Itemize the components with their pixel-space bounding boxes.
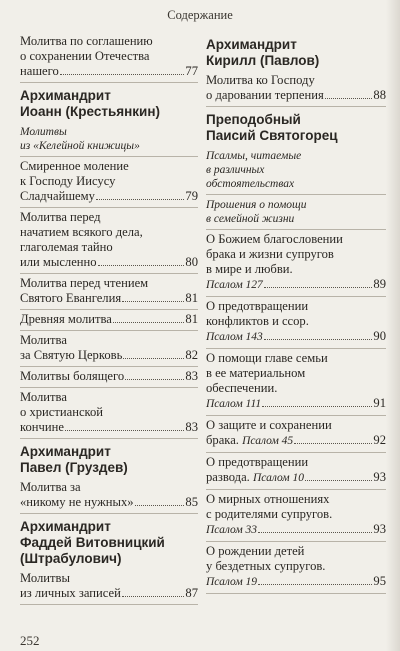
psalm-reference: Псалом 111 xyxy=(206,398,262,410)
dot-leader xyxy=(325,98,373,99)
toc-left-column xyxy=(20,32,198,605)
toc-entry xyxy=(20,569,198,605)
page-number: 252 xyxy=(20,633,40,648)
entry-last-line xyxy=(20,312,198,327)
dot-leader xyxy=(96,199,185,200)
author-line: Фаддей Витовницкий xyxy=(20,535,165,550)
toc-section-subtitle xyxy=(20,122,198,157)
dot-leader xyxy=(123,358,184,359)
psalm-reference: Псалом 127 xyxy=(206,279,263,291)
toc-entry xyxy=(20,478,198,514)
entry-line: о сохранении Отечества xyxy=(20,49,150,63)
entry-line: начатием всякого дела, xyxy=(20,225,143,239)
toc-entry xyxy=(20,157,198,208)
toc-entry xyxy=(20,274,198,310)
entry-line: конфликтов и ссор. xyxy=(206,314,309,328)
entry-page-number: 92 xyxy=(373,433,386,447)
entry-line: О помощи главе семьи xyxy=(206,351,328,365)
toc-author-heading xyxy=(20,439,198,478)
subtitle-line: Молитвы xyxy=(20,126,67,138)
author-line: Иоанн (Крестьянкин) xyxy=(20,104,160,119)
toc-entry xyxy=(20,208,198,274)
entry-line: Молитва перед чтением xyxy=(20,276,149,290)
entry-title-end: нашего xyxy=(20,64,59,78)
author-line: Архимандрит xyxy=(20,519,111,534)
entry-last-line xyxy=(20,369,198,384)
dot-leader xyxy=(60,74,185,75)
entry-title-end: «никому не нужных» xyxy=(20,495,134,509)
entry-line: Молитва по соглашению xyxy=(20,34,153,48)
entry-line: О мирных отношениях xyxy=(206,492,330,506)
entry-line: О Божием благословении xyxy=(206,232,343,246)
entry-line: Молитвы xyxy=(20,571,70,585)
entry-page-number: 80 xyxy=(185,255,198,269)
toc-entry xyxy=(20,331,198,367)
entry-line: Смиренное моление xyxy=(20,159,129,173)
entry-last-line xyxy=(206,574,386,590)
toc-entry xyxy=(206,542,386,594)
entry-title-end: кончине xyxy=(20,420,64,434)
entry-page-number: 82 xyxy=(185,348,198,362)
toc-entry xyxy=(206,349,386,416)
entry-last-line xyxy=(20,420,198,435)
entry-line: О предотвращении xyxy=(206,455,309,469)
entry-page-number: 89 xyxy=(373,277,386,291)
entry-line: у бездетных супругов. xyxy=(206,559,326,573)
entry-last-line xyxy=(20,586,198,601)
entry-last-line xyxy=(206,470,386,486)
entry-title-end: Святого Евангелия xyxy=(20,291,122,305)
entry-line: О защите и сохранении xyxy=(206,418,332,432)
dot-leader xyxy=(264,339,373,340)
subtitle-line: из «Келейной книжицы» xyxy=(20,140,140,152)
page-shadow xyxy=(386,0,400,651)
toc-entry xyxy=(206,416,386,453)
dot-leader xyxy=(294,443,372,444)
entry-title-end: Сладчайшему xyxy=(20,189,95,203)
entry-last-line xyxy=(206,396,386,412)
entry-title-end: о даровании терпения xyxy=(206,88,324,102)
entry-last-line xyxy=(206,88,386,103)
entry-page-number: 81 xyxy=(185,291,198,305)
toc-section-subtitle xyxy=(206,146,386,195)
author-line: Архимандрит xyxy=(20,88,111,103)
entry-last-line xyxy=(206,522,386,538)
author-line: Кирилл (Павлов) xyxy=(206,53,320,68)
entry-page-number: 88 xyxy=(373,88,386,102)
toc-right-column xyxy=(206,32,386,594)
entry-last-line xyxy=(20,64,198,79)
dot-leader xyxy=(125,379,184,380)
entry-page-number: 83 xyxy=(185,420,198,434)
toc-section-subtitle xyxy=(206,195,386,230)
entry-last-line xyxy=(206,277,386,293)
entry-title-end: Древняя молитва xyxy=(20,312,112,326)
entry-line: Молитва перед xyxy=(20,210,101,224)
toc-entry xyxy=(206,490,386,542)
entry-title-end: или мысленно xyxy=(20,255,97,269)
dot-leader xyxy=(258,584,372,585)
toc-author-heading xyxy=(206,107,386,146)
entry-title-end: брака. xyxy=(206,433,239,447)
subtitle-line: Прошения о помощи xyxy=(206,199,307,211)
subtitle-line: в различных xyxy=(206,164,265,176)
author-line: Павел (Груздев) xyxy=(20,460,128,475)
psalm-reference: Псалом 19 xyxy=(206,576,258,588)
entry-page-number: 77 xyxy=(185,64,198,78)
dot-leader xyxy=(264,287,373,288)
entry-page-number: 93 xyxy=(373,522,386,536)
psalm-reference: Псалом 33 xyxy=(206,524,258,536)
entry-line: Молитва ко Господу xyxy=(206,73,315,87)
subtitle-line: Псалмы, читаемые xyxy=(206,150,302,162)
entry-page-number: 79 xyxy=(185,189,198,203)
dot-leader xyxy=(135,505,185,506)
entry-page-number: 87 xyxy=(185,586,198,600)
entry-page-number: 91 xyxy=(373,396,386,410)
toc-entry xyxy=(206,297,386,349)
entry-line: глаголемая тайно xyxy=(20,240,113,254)
toc-author-heading xyxy=(206,32,386,71)
psalm-reference: Псалом 10 xyxy=(252,472,305,484)
entry-title-end: из личных записей xyxy=(20,586,121,600)
toc-entry xyxy=(20,32,198,83)
author-line: Преподобный xyxy=(206,112,301,127)
dot-leader xyxy=(113,322,185,323)
entry-line: О предотвращении xyxy=(206,299,309,313)
entry-line: Молитва xyxy=(20,333,67,347)
entry-last-line xyxy=(20,189,198,204)
entry-line: брака и жизни супругов xyxy=(206,247,334,261)
dot-leader xyxy=(65,430,184,431)
entry-line: Молитва xyxy=(20,390,67,404)
author-line: Паисий Святогорец xyxy=(206,128,338,143)
toc-entry xyxy=(206,71,386,107)
entry-line: в ее материальном xyxy=(206,366,306,380)
entry-page-number: 95 xyxy=(373,574,386,588)
toc-entry xyxy=(20,310,198,331)
entry-title-end: Молитвы болящего xyxy=(20,369,125,383)
dot-leader xyxy=(122,301,184,302)
entry-line: в мире и любви. xyxy=(206,262,293,276)
dot-leader xyxy=(122,596,185,597)
entry-page-number: 90 xyxy=(373,329,386,343)
author-line: Архимандрит xyxy=(206,37,297,52)
entry-last-line xyxy=(20,255,198,270)
dot-leader xyxy=(258,532,372,533)
author-line: Архимандрит xyxy=(20,444,111,459)
toc-author-heading xyxy=(20,83,198,122)
entry-page-number: 85 xyxy=(185,495,198,509)
entry-line: Молитва за xyxy=(20,480,81,494)
entry-last-line xyxy=(20,495,198,510)
entry-line: обеспечении. xyxy=(206,381,278,395)
toc-entry xyxy=(20,367,198,388)
entry-last-line xyxy=(20,348,198,363)
entry-line: к Господу Иисусу xyxy=(20,174,116,188)
entry-title-end: за Святую Церковь xyxy=(20,348,123,362)
toc-entry xyxy=(20,388,198,439)
entry-last-line xyxy=(206,433,386,449)
author-line: (Штрабулович) xyxy=(20,551,122,566)
dot-leader xyxy=(98,265,185,266)
subtitle-line: обстоятельствах xyxy=(206,178,295,190)
toc-entry xyxy=(206,230,386,297)
dot-leader xyxy=(262,406,372,407)
psalm-reference: Псалом 143 xyxy=(206,331,263,343)
page-header: Содержание xyxy=(167,8,233,22)
entry-page-number: 93 xyxy=(373,470,386,484)
subtitle-line: в семейной жизни xyxy=(206,213,295,225)
entry-last-line xyxy=(20,291,198,306)
entry-line: О рождении детей xyxy=(206,544,305,558)
entry-page-number: 81 xyxy=(185,312,198,326)
dot-leader xyxy=(305,480,372,481)
entry-last-line xyxy=(206,329,386,345)
entry-line: о христианской xyxy=(20,405,104,419)
entry-title-end: развода. xyxy=(206,470,250,484)
entry-line: с родителями супругов. xyxy=(206,507,333,521)
psalm-reference: Псалом 45 xyxy=(242,435,294,447)
toc-author-heading xyxy=(20,514,198,569)
entry-page-number: 83 xyxy=(185,369,198,383)
toc-entry xyxy=(206,453,386,490)
